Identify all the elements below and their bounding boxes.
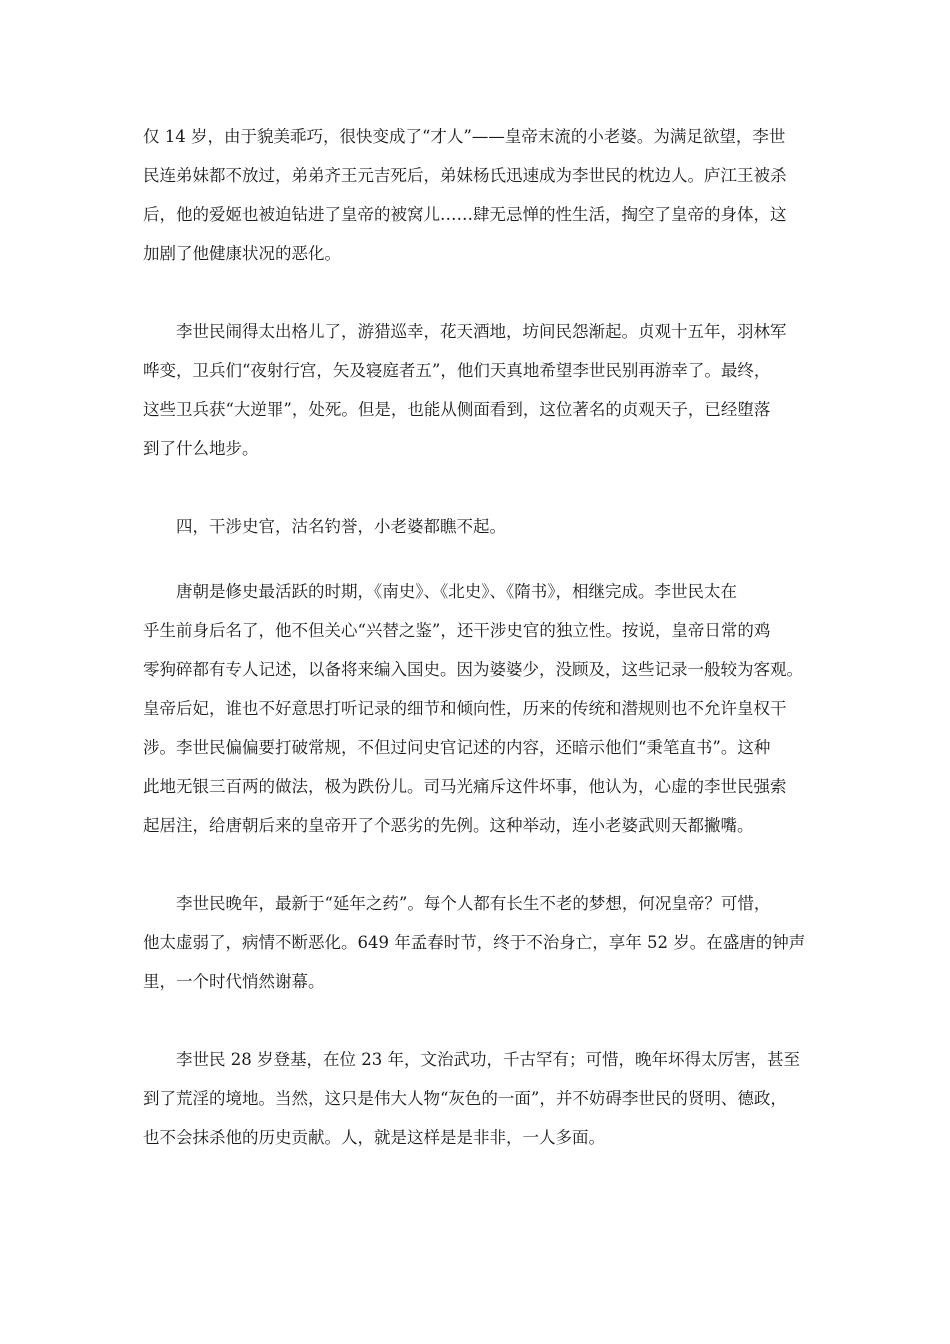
text-line: 李世民晚年，最新于“延年之药”。每个人都有长生不老的梦想，何况皇帝？可惜，	[176, 894, 771, 913]
text-line: 涉。李世民偏偏要打破常规，不但过问史官记述的内容，还暗示他们“秉笔直书”。这种	[143, 738, 771, 757]
text-line: 民连弟妹都不放过，弟弟齐王元吉死后，弟妹杨氏迅速成为李世民的枕边人。庐江王被杀	[143, 166, 787, 185]
text-line: 到了荒淫的境地。当然，这只是伟大人物“灰色的一面”，并不妨碍李世民的贤明、德政，	[143, 1089, 787, 1108]
text-line: 皇帝后妃，谁也不好意思打听记录的细节和倾向性，历来的传统和潜规则也不允许皇权干	[143, 699, 787, 718]
text-line: 加剧了他健康状况的恶化。	[143, 244, 341, 263]
text-line: 哗变，卫兵们“夜射行宫，矢及寝庭者五”，他们天真地希望李世民别再游幸了。最终，	[143, 361, 771, 380]
text-line: 李世民闹得太出格儿了，游猎巡幸，花天酒地，坊间民怨渐起。贞观十五年，羽林军	[176, 322, 787, 341]
text-line: 这些卫兵获“大逆罪”，处死。但是，也能从侧面看到，这位著名的贞观天子，已经堕落	[143, 400, 771, 419]
text-line: 乎生前身后名了，他不但关心“兴替之鉴”，还干涉史官的独立性。按说，皇帝日常的鸡	[143, 621, 771, 640]
text-line: 李世民 28 岁登基，在位 23 年，文治武功，千古罕有；可惜，晚年坏得太厉害，甚至	[176, 1050, 800, 1069]
text-line: 也不会抹杀他的历史贡献。人，就是这样是是非非，一人多面。	[143, 1128, 605, 1147]
text-line: 仅 14 岁，由于貌美乖巧，很快变成了“才人”——皇帝末流的小老婆。为满足欲望，李世	[143, 127, 786, 146]
text-line: 零狗碎都有专人记述，以备将来编入国史。因为婆婆少，没顾及，这些记录一般较为客观。	[143, 660, 803, 679]
text-line: 唐朝是修史最活跃的时期，《南史》、《北史》、《隋书》，相继完成。李世民太在	[176, 582, 737, 601]
section-heading: 四，干涉史官，沽名钓誉，小老婆都瞧不起。	[176, 517, 506, 536]
text-line: 起居注，给唐朝后来的皇帝开了个恶劣的先例。这种举动，连小老婆武则天都撇嘴。	[143, 816, 754, 835]
text-line: 他太虚弱了，病情不断恶化。649 年孟春时节，终于不治身亡，享年 52 岁。在盛唐的钟声	[143, 933, 806, 952]
text-line: 里，一个时代悄然谢幕。	[143, 972, 325, 991]
text-line: 此地无银三百两的做法，极为跌份儿。司马光痛斥这件坏事，他认为，心虚的李世民强索	[143, 777, 787, 796]
text-line: 到了什么地步。	[143, 439, 259, 458]
text-line: 后，他的爱姬也被迫钻进了皇帝的被窝儿……肆无忌惮的性生活，掏空了皇帝的身体，这	[143, 205, 787, 224]
